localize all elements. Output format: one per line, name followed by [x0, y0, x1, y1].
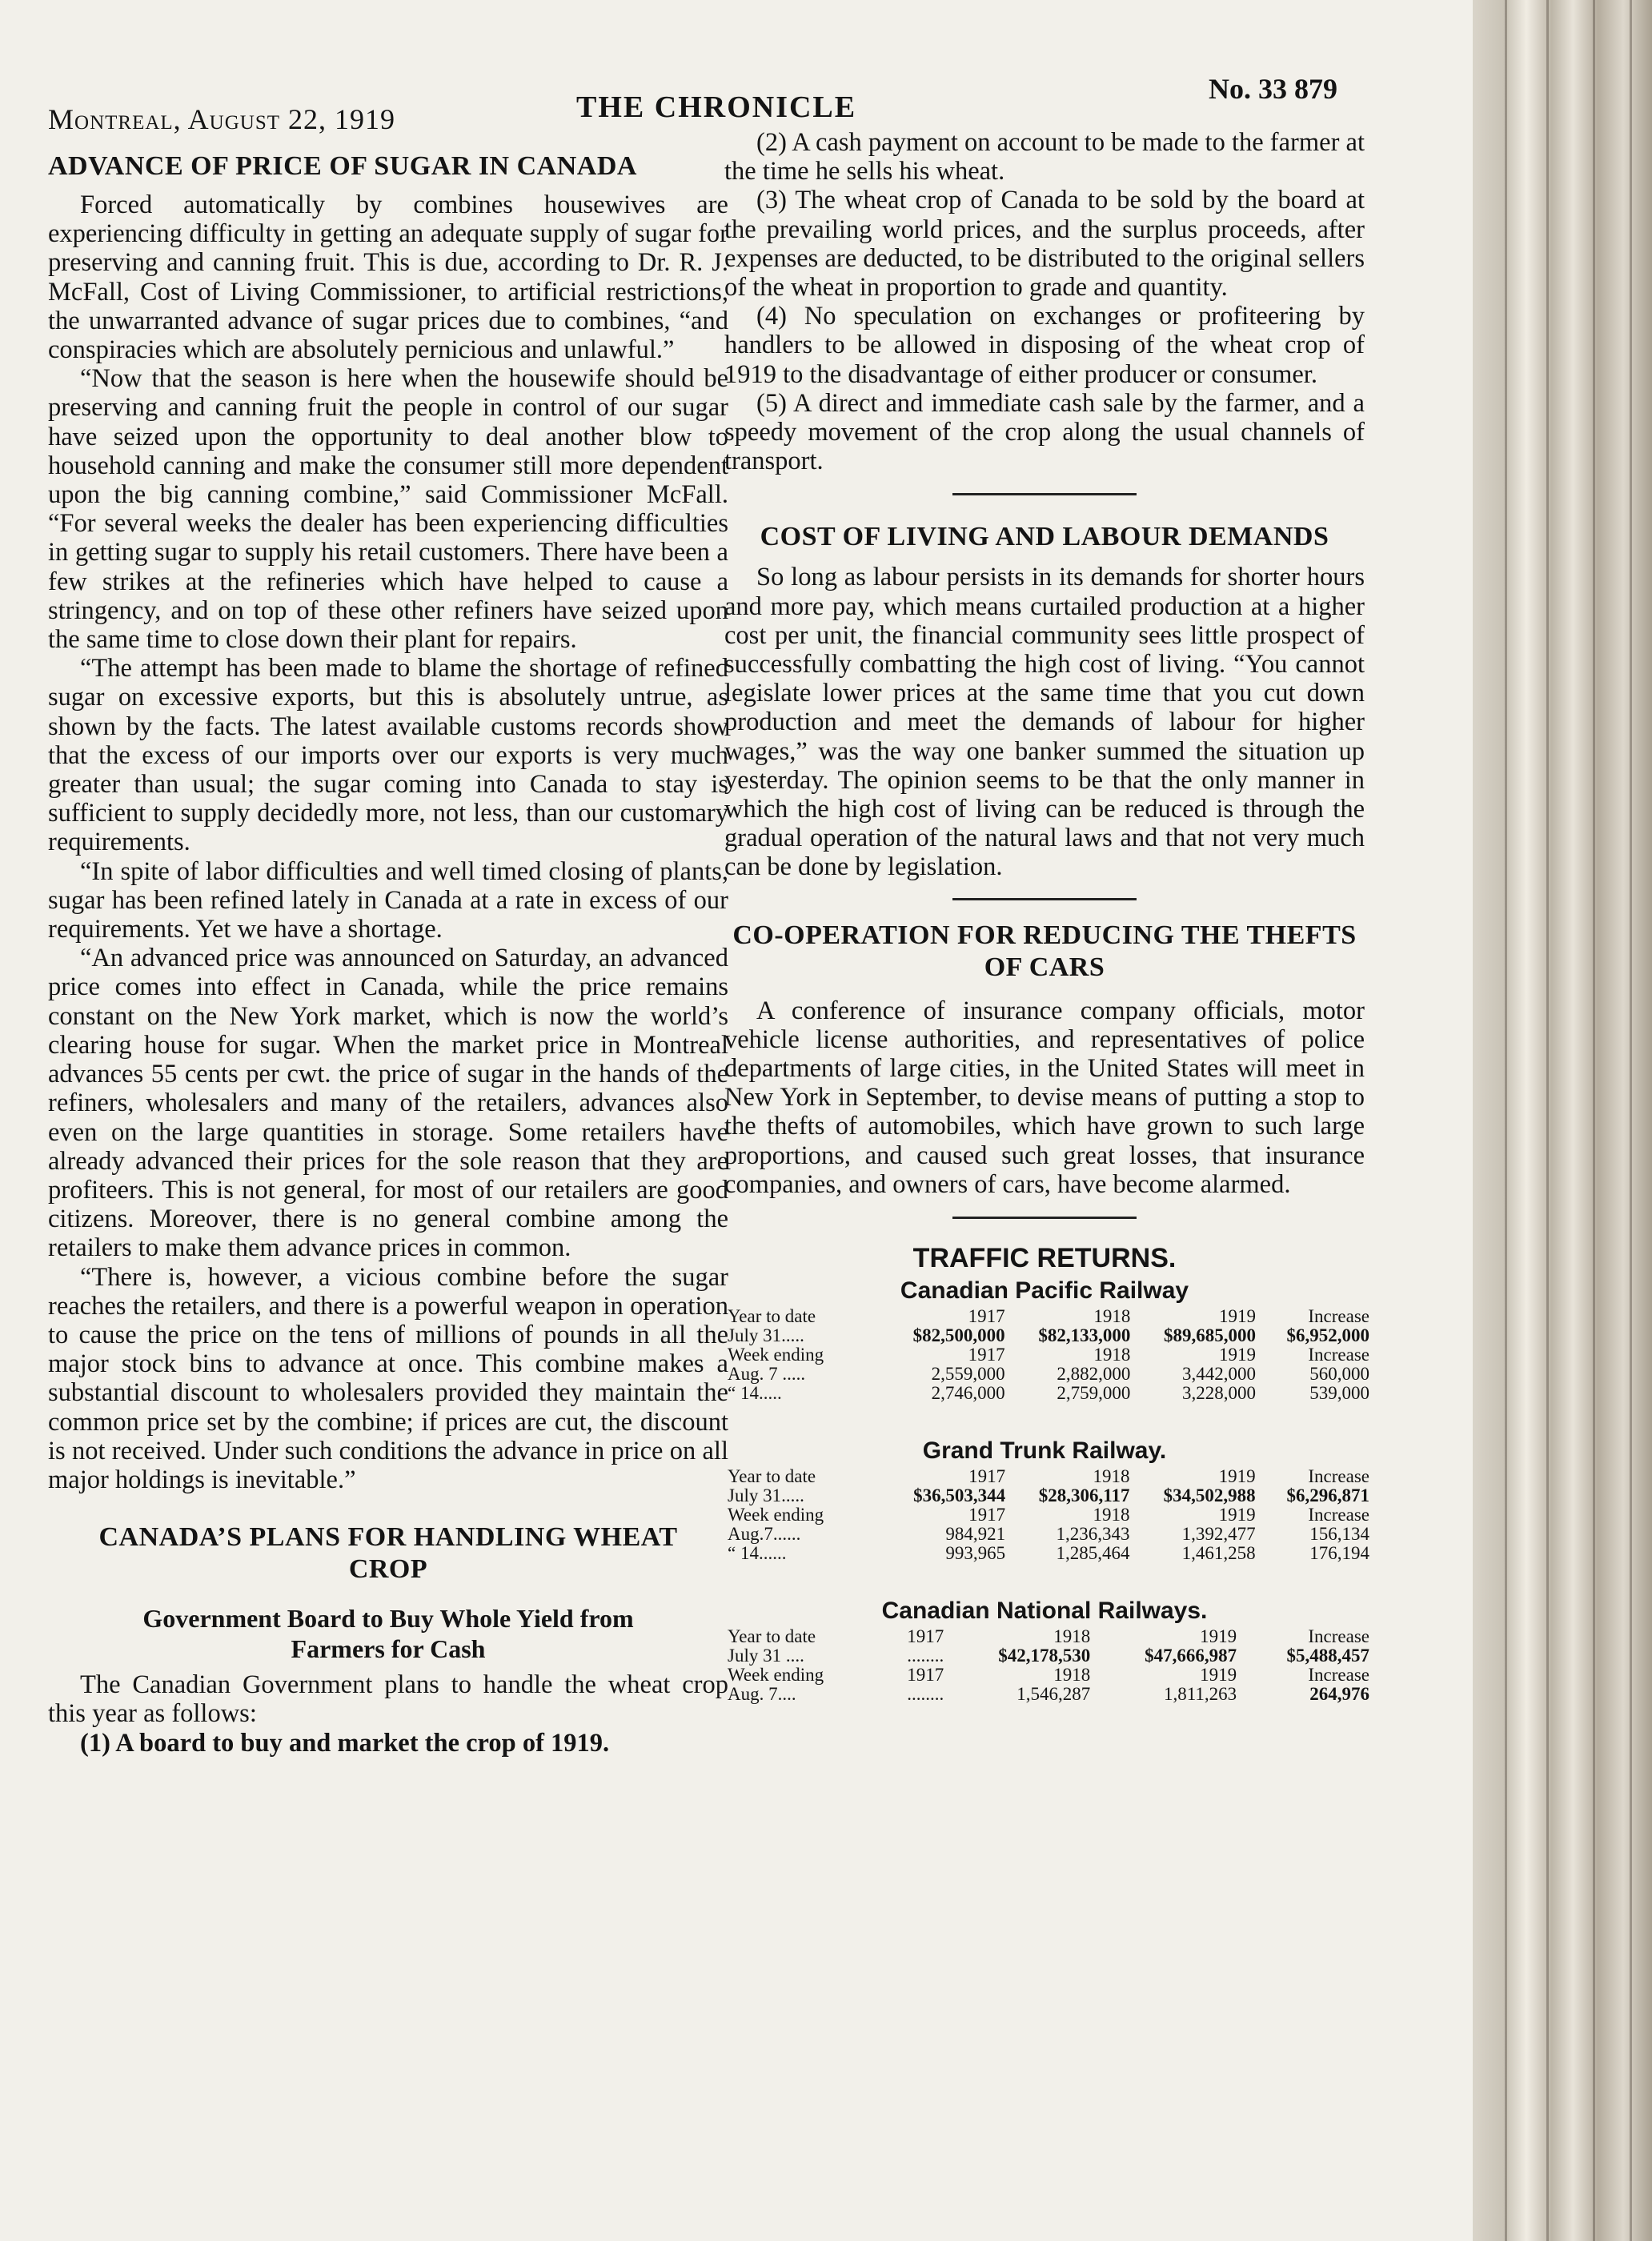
table-cell: Increase: [1308, 1466, 1369, 1487]
table-cell: Year to date: [728, 1306, 816, 1327]
table-cell: Increase: [1308, 1306, 1369, 1327]
book-binding-edge: [1473, 0, 1652, 2241]
table-cell: 2,559,000: [931, 1364, 1005, 1385]
table-cell: $82,500,000: [912, 1325, 1005, 1346]
table-row: [724, 1486, 1373, 1505]
binding-line: [1505, 0, 1507, 2241]
table-cell: $34,502,988: [1163, 1485, 1256, 1506]
table-cell: $42,178,530: [998, 1646, 1091, 1666]
table-cell: 2,746,000: [931, 1383, 1005, 1404]
table-cell: $47,666,987: [1145, 1646, 1237, 1666]
table-cell: Increase: [1308, 1345, 1369, 1365]
table-cell: 1,285,464: [1056, 1543, 1130, 1564]
table-cell: 1917: [968, 1306, 1005, 1327]
traffic-returns-title: TRAFFIC RETURNS.: [912, 1243, 1177, 1274]
sugar-heading: ADVANCE OF PRICE OF SUGAR IN CANADA: [48, 151, 637, 181]
table-cell: Week ending: [728, 1505, 824, 1525]
table-cell: ........: [907, 1646, 944, 1666]
table-cell: 1918: [1093, 1505, 1130, 1525]
wheat-item-1: (1) A board to buy and market the crop of 1919.: [80, 1728, 610, 1758]
left-column: [48, 150, 728, 1758]
table-cell: July 31.....: [728, 1485, 804, 1506]
table-cell: $82,133,000: [1038, 1325, 1131, 1346]
table-row: [724, 1505, 1373, 1525]
table-cell: 1917: [907, 1626, 944, 1647]
table-cell: 1,461,258: [1181, 1543, 1256, 1564]
thefts-heading: [724, 920, 1365, 984]
thefts-heading-line1: CO-OPERATION FOR REDUCING THE THEFTS: [732, 920, 1357, 950]
gtr-title: Grand Trunk Railway.: [922, 1437, 1167, 1465]
table-row: [724, 1685, 1373, 1704]
table-cell: 1,811,263: [1163, 1684, 1237, 1705]
table-cell: 1,392,477: [1181, 1524, 1256, 1545]
table-cell: 1917: [968, 1466, 1006, 1487]
table-row: [724, 1467, 1373, 1486]
table-cell: Aug.7......: [728, 1524, 801, 1545]
table-cell: $89,685,000: [1163, 1325, 1256, 1346]
header-date: Montreal, August 22, 1919: [48, 103, 396, 135]
table-cell: 984,921: [945, 1524, 1006, 1545]
wheat-heading: CANADA’S PLANS FOR HANDLING WHEAT CROP: [98, 1522, 678, 1585]
table-cell: Aug. 7....: [728, 1684, 796, 1705]
table-cell: 2,882,000: [1057, 1364, 1131, 1385]
table-row: [724, 1525, 1373, 1544]
table-cell: 264,976: [1309, 1684, 1369, 1705]
sugar-paragraph: “An advanced price was announced on Saturday, an advanced price comes into effect in Canada, while the price remains constant on the New York market, which is now the world’s clearing house for sugar. When the market price in Montreal advances 55 cents per cwt. the price of sugar in the hands of the refiners, wholesalers and many of the retailers, advances also even on the large quantities in storage. Some retailers have already advanced their prices for the sole reason that they are profiteers. This is not general, for most of our retailers are good citizens. Moreover, there is no general combine among the retailers to make them advance prices in common.: [48, 944, 728, 1263]
table-cell: Year to date: [728, 1466, 816, 1487]
cnr-title: Canadian National Railways.: [881, 1598, 1208, 1625]
table-row: [724, 1627, 1373, 1646]
table-cell: 1919: [1200, 1665, 1237, 1686]
table-cell: 539,000: [1309, 1383, 1369, 1404]
sugar-paragraph: “The attempt has been made to blame the shortage of refined sugar on excessive exports, but this is absolutely untrue, as shown by the facts. The latest available customs records show that the excess of our imports over our exports is very much greater than usual; the sugar coming into Canada to stay is sufficient to supply decidedly more, not less, than our customary requirements.: [48, 654, 728, 857]
table-cell: 560,000: [1309, 1364, 1369, 1385]
table-cell: Week ending: [728, 1345, 824, 1365]
labour-heading: COST OF LIVING AND LABOUR DEMANDS: [760, 522, 1329, 552]
table-cell: 3,228,000: [1181, 1383, 1256, 1404]
table-cell: July 31.....: [728, 1325, 804, 1346]
table-cell: ........: [907, 1684, 944, 1705]
page-header: [48, 72, 1361, 135]
binding-line: [1546, 0, 1549, 2241]
cpr-table: [724, 1307, 1373, 1403]
table-cell: 3,442,000: [1181, 1364, 1256, 1385]
table-cell: 1918: [1053, 1626, 1091, 1647]
table-cell: Increase: [1308, 1505, 1369, 1525]
table-cell: 1918: [1053, 1665, 1091, 1686]
table-cell: 1919: [1218, 1306, 1256, 1327]
header-page-number: No. 33 879: [1209, 73, 1337, 105]
table-cell: “ 14......: [728, 1543, 787, 1564]
table-cell: 1919: [1218, 1466, 1256, 1487]
table-cell: Year to date: [728, 1626, 816, 1647]
table-cell: 1918: [1093, 1306, 1131, 1327]
table-cell: $6,296,871: [1286, 1485, 1369, 1506]
table-cell: “ 14.....: [728, 1383, 782, 1404]
table-cell: 1917: [968, 1345, 1005, 1365]
table-cell: 156,134: [1309, 1524, 1369, 1545]
cpr-title: Canadian Pacific Railway: [900, 1277, 1189, 1305]
table-cell: 2,759,000: [1057, 1383, 1131, 1404]
table-cell: $28,306,117: [1038, 1485, 1130, 1506]
table-cell: Increase: [1308, 1665, 1369, 1686]
table-row: [724, 1384, 1373, 1403]
table-row: [724, 1365, 1373, 1384]
thefts-heading-line2: OF CARS: [984, 952, 1105, 982]
table-row: [724, 1544, 1373, 1563]
right-column: [724, 128, 1369, 1705]
wheat-intro: The Canadian Government plans to handle the wheat crop this year as follows:: [48, 1670, 728, 1729]
table-cell: 176,194: [1309, 1543, 1369, 1564]
wheat-subheading: Government Board to Buy Whole Yield from Farmers for Cash: [142, 1604, 634, 1664]
table-cell: 1919: [1200, 1626, 1237, 1647]
table-row: [724, 1666, 1373, 1685]
sugar-paragraph: “There is, however, a vicious combine before the sugar reaches the retailers, and there is a powerful weapon in operation to cause the price on the tens of millions of pounds in all the major stock bins to advance at once. This combine makes a substantial discount to wholesalers provided they maintain the common price set by the combine; if prices are cut, the discount is not received. Under such conditions the advance in price on all major holdings is inevitable.”: [48, 1262, 728, 1494]
table-row: [724, 1307, 1373, 1326]
table-cell: $5,488,457: [1286, 1646, 1369, 1666]
header-title: THE CHRONICLE: [576, 90, 857, 124]
wheat-item: (2) A cash payment on account to be made to the farmer at the time he sells his wheat.: [724, 128, 1365, 186]
table-cell: Increase: [1308, 1626, 1369, 1647]
sugar-paragraph: Forced automatically by combines housewives are experiencing difficulty in getting an adequate supply of sugar for preserving and canning fruit. This is due, according to Dr. R. J. McFall, Cost of Living Commissioner, to artificial restrictions, the unwarranted advance of sugar prices due to combines, “and conspiracies which are absolutely pernicious and unlawful.”: [48, 190, 728, 365]
table-cell: Aug. 7 .....: [728, 1364, 806, 1385]
sugar-paragraph: “In spite of labor difficulties and well timed closing of plants, sugar has been refined lately in Canada at a rate in excess of our requirements. Yet we have a shortage.: [48, 856, 728, 944]
binding-line: [1593, 0, 1595, 2241]
table-cell: $36,503,344: [913, 1485, 1006, 1506]
binding-line: [1630, 0, 1632, 2241]
table-row: [724, 1326, 1373, 1345]
table-cell: $6,952,000: [1286, 1325, 1369, 1346]
table-cell: July 31 ....: [728, 1646, 804, 1666]
wheat-item: (3) The wheat crop of Canada to be sold by the board at the prevailing world prices, and the surplus proceeds, after expenses are deducted, to be distributed to the original sellers of the wheat in proportion to grade and quantity.: [724, 186, 1365, 303]
wheat-item: (5) A direct and immediate cash sale by the farmer, and a speedy movement of the crop along the usual channels of transport.: [724, 388, 1365, 476]
table-cell: Week ending: [728, 1665, 824, 1686]
table-cell: 1,546,287: [1016, 1684, 1091, 1705]
table-cell: 993,965: [945, 1543, 1006, 1564]
labour-paragraph: So long as labour persists in its demands for shorter hours and more pay, which means curtailed production at a higher cost per unit, the financial community sees little prospect of successfully combatting the high cost of living. “You cannot legislate lower prices at the same time that you cut down production and meet the demands of labour for higher wages,” was the way one banker summed the situation up yesterday. The opinion seems to be that the only manner in which the high cost of living can be reduced is through the gradual operation of the natural laws and that not very much can be done by legislation.: [724, 563, 1365, 882]
sugar-paragraph: “Now that the season is here when the housewife should be preserving and canning fruit the people in control of our sugar have seized upon the opportunity to deal another blow to household canning and make the consumer still more dependent upon the big canning combine,” said Commissioner McFall. “For several weeks the dealer has been experiencing difficulties in getting sugar to supply his retail customers. There have been a few strikes at the refineries which have helped to cause a stringency, and on top of these other refiners have seized upon the same time to close down their plant for repairs.: [48, 364, 728, 655]
table-cell: 1917: [907, 1665, 944, 1686]
cnr-table: [724, 1627, 1373, 1704]
wheat-item: (4) No speculation on exchanges or profiteering by handlers to be allowed in disposing of the wheat crop of 1919 to the disadvantage of either producer or consumer.: [724, 302, 1365, 389]
gtr-table: [724, 1467, 1373, 1563]
table-cell: 1919: [1218, 1345, 1256, 1365]
table-cell: 1918: [1093, 1466, 1130, 1487]
table-cell: 1919: [1218, 1505, 1256, 1525]
table-row: [724, 1646, 1373, 1666]
table-cell: 1918: [1093, 1345, 1131, 1365]
table-cell: 1917: [968, 1505, 1006, 1525]
table-row: [724, 1345, 1373, 1365]
table-cell: 1,236,343: [1056, 1524, 1130, 1545]
thefts-paragraph: A conference of insurance company officials, motor vehicle license authorities, and representatives of police departments of large cities, in the United States will meet in New York in September, to devise means of putting a stop to the thefts of automobiles, which have grown to such large proportions, and caused such great losses, that insurance companies, and owners of cars, have become alarmed.: [724, 996, 1365, 1199]
